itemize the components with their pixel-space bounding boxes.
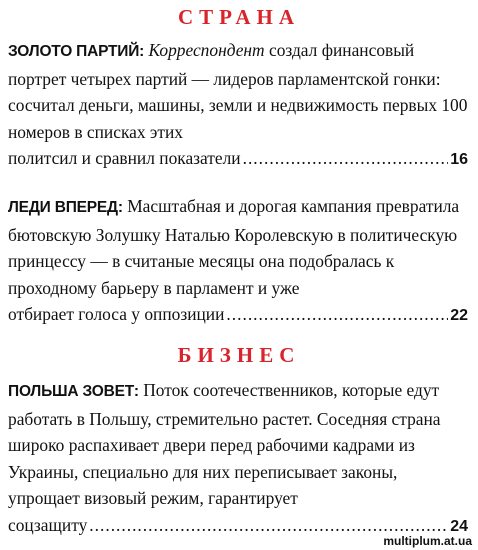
page-number[interactable]: 22 [450, 307, 468, 324]
page-number[interactable]: 24 [450, 517, 468, 535]
article-body: Масштабная и дорогая кампания превратила бютовскую Золушку Наталью Королевскую в политическую принцессу — в считаные месяцы она подобралась к проходному барьеру в парламент и уже [8, 196, 460, 298]
section-title-biznes: БИЗНЕС [177, 343, 301, 367]
article-body-end: отбирает голоса у оппозиции [8, 304, 225, 324]
article-body: создал финансовый портрет четырех партий — лидеров парламентской гонки: сосчитал деньги, машины, земли и недвижимость первых 100 номеров в списках этих [8, 40, 468, 142]
dot-leader [243, 145, 449, 172]
section-title-strana: СТРАНА [178, 5, 300, 29]
article-lead: ЛЕДИ ВПЕРЕД: [8, 199, 123, 216]
magazine-name: Корреспондент [148, 40, 265, 60]
page-number[interactable]: 16 [450, 151, 468, 168]
toc-leader-line [8, 301, 468, 330]
article-body-end: соцзащиту [8, 514, 88, 535]
article-body: Поток соотечественников, которые едут работать в Польшу, стремительно растет. Соседняя страна широко распахивает двери перед рабочими кадрами из Украины, специально для них переписывает законы, упрощает визовый режим, гарантирует [8, 380, 441, 508]
article-lead: ПОЛЬША ЗОВЕТ: [8, 383, 139, 400]
article-lead: ЗОЛОТО ПАРТИЙ: [8, 43, 145, 60]
toc-leader-line [8, 145, 468, 174]
watermark-text: multiplum.at.ua [383, 534, 472, 548]
article-zoloto-partiy [8, 37, 468, 174]
dot-leader [226, 301, 448, 328]
article-polsha-zovet [8, 377, 468, 540]
article-ledi-vpered [8, 193, 468, 330]
article-body-end: политсил и сравнил показатели [8, 148, 241, 168]
